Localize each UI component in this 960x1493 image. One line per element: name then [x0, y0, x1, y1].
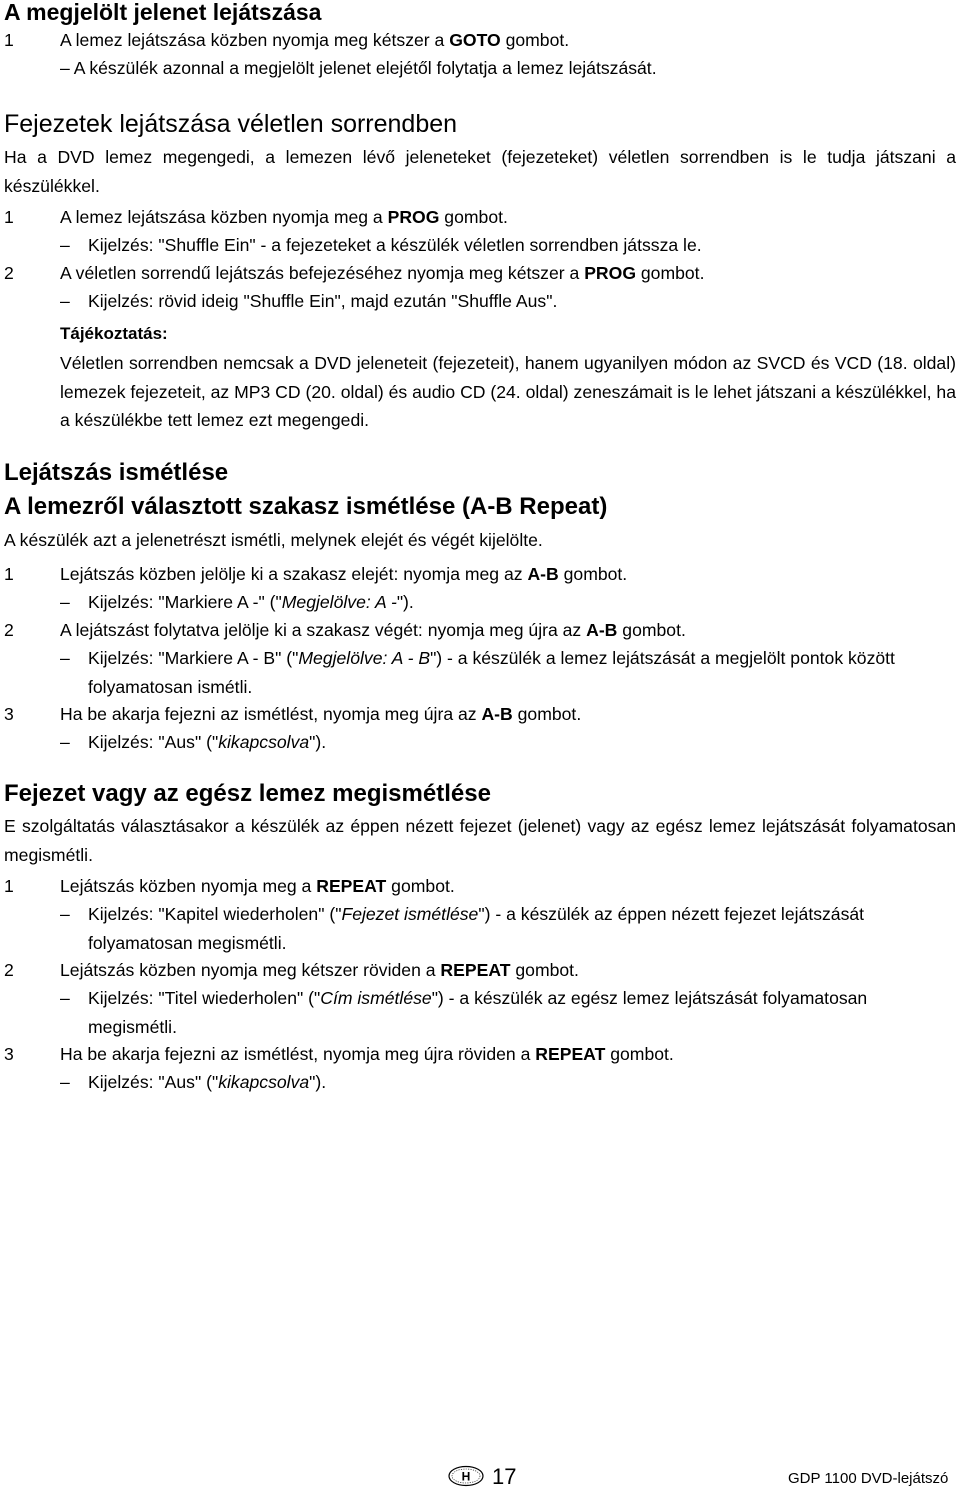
section-title-repeat: Lejátszás ismétlése: [4, 459, 229, 486]
key-goto: GOTO: [449, 30, 501, 50]
section-title-marked-scene: A megjelölt jelenet lejátszása: [4, 0, 322, 25]
key-prog: PROG: [387, 207, 440, 227]
step-text: A lemez lejátszása közben nyomja meg a PROG gombot.: [60, 207, 508, 227]
step-number: 2: [4, 960, 14, 980]
step-result: Kijelzés: "Shuffle Ein" - a fejezeteket a készülék véletlen sorrendben játssza le.: [88, 235, 702, 255]
step-result: Kijelzés: "Markiere A -" ("Megjelölve: A -").: [88, 592, 414, 612]
page-number: 17: [492, 1464, 517, 1489]
step-result: Kijelzés: "Aus" ("kikapcsolva").: [88, 1072, 327, 1092]
step-number: 2: [4, 620, 14, 640]
step-text: Ha be akarja fejezni az ismétlést, nyomja meg újra az A-B gombot.: [60, 704, 582, 724]
dash-marker: –: [60, 988, 70, 1008]
section-intro: Ha a DVD lemez megengedi, a lemezen lévő jeleneteket (fejezeteket) véletlen sorrendben is le tudja játszani a készülékkel.: [4, 147, 956, 196]
key-repeat: REPEAT: [440, 960, 511, 980]
key-repeat: REPEAT: [535, 1044, 606, 1064]
section-title-random-play: Fejezetek lejátszása véletlen sorrendben: [4, 110, 458, 138]
key-ab: A-B: [527, 564, 559, 584]
step-number: 3: [4, 1044, 14, 1064]
step-number: 1: [4, 207, 14, 227]
step-number: 1: [4, 876, 14, 896]
key-ab: A-B: [586, 620, 618, 640]
key-ab: A-B: [481, 704, 513, 724]
hungary-language-icon: [447, 1465, 485, 1487]
note-title: Tájékoztatás:: [60, 324, 168, 343]
step-text: Lejátszás közben jelölje ki a szakasz elejét: nyomja meg az A-B gombot.: [60, 564, 628, 584]
dash-marker: –: [60, 592, 70, 612]
step-number: 3: [4, 704, 14, 724]
note-text: Véletlen sorrendben nemcsak a DVD jeleneteit (fejezeteit), hanem ugyanilyen módon az SVCD és VCD (18. oldal) lemezek fejezeteit, az MP3 CD (20. oldal) és audio CD (24. oldal) zeneszámait is le lehet játszani a készülékkel, ha a készülékbe tett lemez ezt megengedi.: [60, 353, 956, 430]
dash-marker: –: [60, 291, 70, 311]
dash-marker: –: [60, 732, 70, 752]
dash-marker: –: [60, 648, 70, 668]
step-text: Lejátszás közben nyomja meg a REPEAT gombot.: [60, 876, 455, 896]
step-result: Kijelzés: rövid ideig "Shuffle Ein", majd ezután "Shuffle Aus".: [88, 291, 558, 311]
dash-marker: –: [60, 1072, 70, 1092]
section-intro: A készülék azt a jelenetrészt ismétli, melynek elejét és végét kijelölte.: [4, 530, 543, 550]
step-text: A lejátszást folytatva jelölje ki a szakasz végét: nyomja meg újra az A-B gombot.: [60, 620, 686, 640]
step-result: Kijelzés: "Titel wiederholen" ("Cím ismétlése") - a készülék az egész lemez lejátszását folyamatosan megismétli.: [88, 988, 868, 1037]
step-result: Kijelzés: "Aus" ("kikapcsolva").: [88, 732, 327, 752]
key-prog: PROG: [584, 263, 636, 283]
dash-marker: –: [60, 235, 70, 255]
section-title-chapter-repeat: Fejezet vagy az egész lemez megismétlése: [4, 780, 491, 807]
step-text: Lejátszás közben nyomja meg kétszer röviden a REPEAT gombot.: [60, 960, 579, 980]
section-subtitle-ab-repeat: A lemezről választott szakasz ismétlése (A-B Repeat): [4, 493, 608, 520]
dash-marker: –: [60, 904, 70, 924]
key-repeat: REPEAT: [316, 876, 387, 896]
footer-model: GDP 1100 DVD-lejátszó: [788, 1470, 949, 1487]
language-letter: H: [461, 1469, 471, 1484]
step-text: A véletlen sorrendű lejátszás befejezéséhez nyomja meg kétszer a PROG gombot.: [60, 263, 705, 283]
step-number: 2: [4, 263, 14, 283]
section-intro: E szolgáltatás választásakor a készülék az éppen nézett fejezet (jelenet) vagy az egész lemez lejátszását folyamatosan megismétli.: [4, 816, 956, 865]
step-result: Kijelzés: "Markiere A - B" ("Megjelölve: A - B") - a készülék a lemez lejátszását a megjelölt pontok között folyamatosan ismétli.: [88, 648, 895, 697]
step-result: – A készülék azonnal a megjelölt jelenet elejétől folytatja a lemez lejátszását.: [60, 58, 657, 78]
step-number: 1: [4, 564, 14, 584]
step-result: Kijelzés: "Kapitel wiederholen" ("Fejezet ismétlése") - a készülék az éppen nézett fejezet lejátszását folyamatosan megismétli.: [88, 904, 865, 953]
step-text: Ha be akarja fejezni az ismétlést, nyomja meg újra röviden a REPEAT gombot.: [60, 1044, 674, 1064]
step-number: 1: [4, 30, 14, 50]
step-text: A lemez lejátszása közben nyomja meg kétszer a GOTO gombot.: [60, 30, 570, 50]
